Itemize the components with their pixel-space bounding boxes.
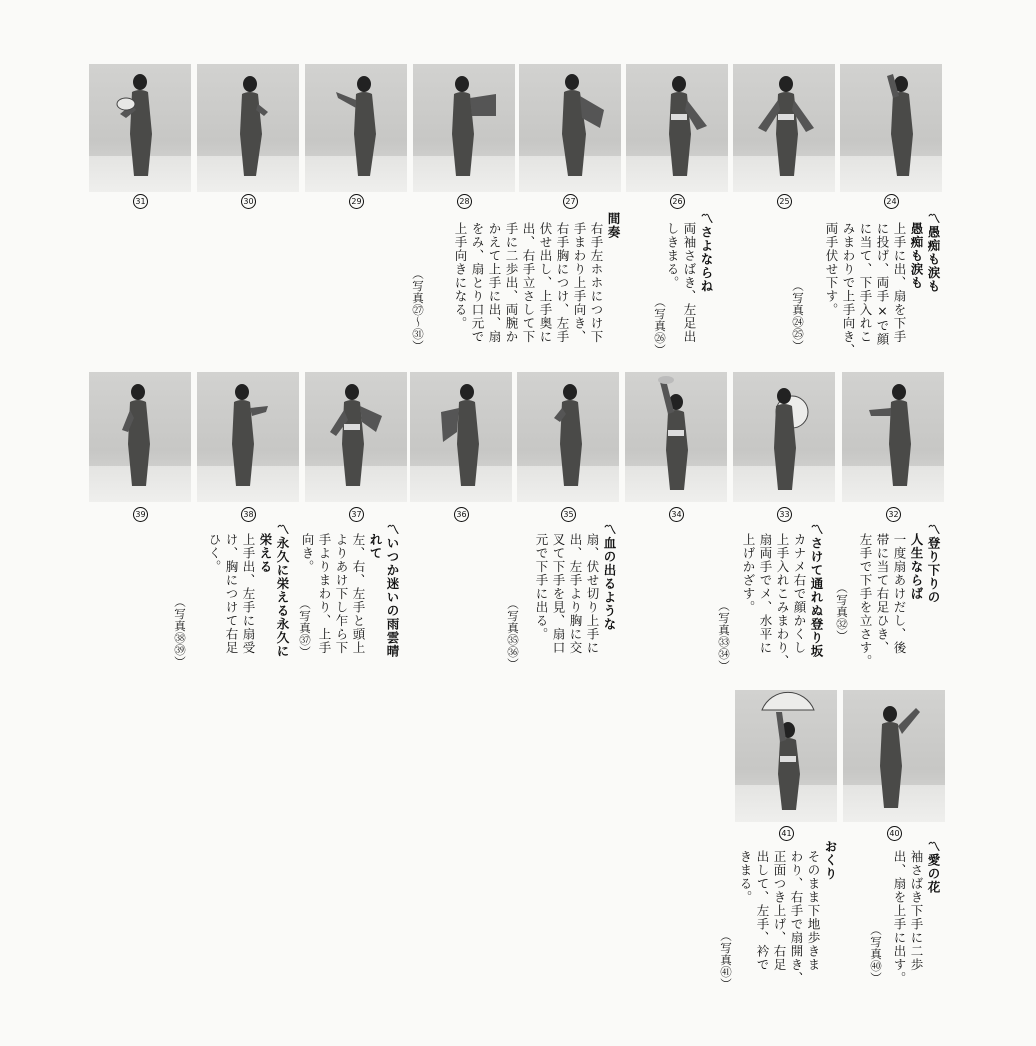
photo-reference: （写真㊵） xyxy=(869,924,883,984)
photo-reference: （写真㉔㉕） xyxy=(791,280,805,352)
photo-reference: （写真㊶） xyxy=(719,930,733,990)
lyric-heading: おくり xyxy=(823,840,838,881)
dance-photo-41 xyxy=(735,690,837,822)
choreo-line: しきまる。 xyxy=(665,222,680,290)
photo-number: 34 xyxy=(669,507,684,522)
photo-number: 27 xyxy=(563,194,578,209)
choreo-line: 右手左ホホにつけ下 xyxy=(589,222,604,344)
choreo-line: 袖さばき下手に二歩 xyxy=(909,850,924,972)
choreo-line: よりあけ下し乍ら下 xyxy=(334,533,349,655)
photo-number: 28 xyxy=(457,194,472,209)
dance-photo-38 xyxy=(197,372,299,502)
choreo-line: 手よりまわり、上手 xyxy=(317,533,332,655)
choreo-line: 上手出、左手に扇受 xyxy=(241,533,256,655)
lyric-heading: 〽血の出るような xyxy=(602,523,617,631)
choreo-line: 出、扇を上手に出す。 xyxy=(892,850,907,985)
photo-number: 31 xyxy=(133,194,148,209)
choreo-line: ひく。 xyxy=(207,533,222,574)
dance-photo-36 xyxy=(410,372,512,502)
choreo-line: け、胸につけて右足 xyxy=(224,533,239,655)
choreo-line: 両袖さばき、左足出 xyxy=(682,222,697,344)
dance-photo-28 xyxy=(413,64,515,192)
photo-number: 41 xyxy=(779,826,794,841)
photo-number: 35 xyxy=(561,507,576,522)
choreo-line: 出、左手より胸に交 xyxy=(568,533,583,655)
photo-reference: （写真㊲） xyxy=(298,598,312,658)
choreo-line: をみ、扇とり口元で xyxy=(470,222,485,344)
dance-photo-32 xyxy=(842,372,944,502)
choreo-line: 上手に出、扇を下手 xyxy=(892,222,907,344)
lyric-heading: 〽さよならね xyxy=(699,212,714,293)
dance-photo-39 xyxy=(89,372,191,502)
photo-reference: （写真㉗～㉛） xyxy=(411,268,425,352)
photo-number: 39 xyxy=(133,507,148,522)
choreo-line: 伏せ出し、上手奥に xyxy=(538,222,553,344)
choreo-line: に投げ、両手×で顔 xyxy=(875,222,890,346)
dance-photo-40 xyxy=(843,690,945,822)
choreo-line: 左、右、左手と頭上 xyxy=(351,533,366,655)
photo-reference: （写真㊳㊴） xyxy=(173,596,187,668)
choreo-line: 正面つき上げ、右足 xyxy=(772,850,787,972)
lyric-heading: 栄える xyxy=(258,533,273,574)
dance-photo-34 xyxy=(625,372,727,502)
lyric-heading: 〽愚痴も涙も xyxy=(926,212,941,293)
choreo-line: 出、右手立さして下 xyxy=(521,222,536,344)
choreo-line: そのまま下地歩きま xyxy=(806,850,821,972)
photo-number: 24 xyxy=(884,194,899,209)
photo-number: 38 xyxy=(241,507,256,522)
choreo-line: わり、右手で扇開き、 xyxy=(789,850,804,985)
lyric-heading: 〽愛の花 xyxy=(926,840,941,894)
choreo-line: 両手伏せ下す。 xyxy=(824,222,839,317)
dance-photo-26 xyxy=(626,64,728,192)
choreo-line: カナメ右で顔かくし xyxy=(792,533,807,655)
choreo-line: 扇両手でメ、水平に xyxy=(758,533,773,655)
choreo-line: 手に二歩出、両腕か xyxy=(504,222,519,344)
lyric-heading: れて xyxy=(368,533,383,560)
photo-number: 26 xyxy=(670,194,685,209)
choreo-line: 扇、伏せ切り上手に xyxy=(585,533,600,655)
choreo-line: 上手入れこみまわり、 xyxy=(775,533,790,668)
choreo-line: 向き。 xyxy=(300,533,315,574)
lyric-heading: 〽登り下りの xyxy=(926,523,941,604)
photo-number: 36 xyxy=(454,507,469,522)
photo-reference: （写真㉜） xyxy=(835,582,849,642)
dance-photo-31 xyxy=(89,64,191,192)
choreo-line: みまわりで上手向き、 xyxy=(841,222,856,357)
photo-number: 37 xyxy=(349,507,364,522)
dance-photo-25 xyxy=(733,64,835,192)
lyric-heading: 〽いつか迷いの雨雲晴 xyxy=(385,523,400,658)
choreo-line: に当て、下手入れこ xyxy=(858,222,873,344)
lyric-heading: 〽永久に栄える永久に xyxy=(275,523,290,658)
dance-photo-35 xyxy=(517,372,619,502)
choreo-line: きまる。 xyxy=(738,850,753,904)
choreo-line: 左手で下手を立さす。 xyxy=(858,533,873,668)
choreo-line: 帯に当て右足ひき、 xyxy=(875,533,890,655)
photo-reference: （写真㉝㉞） xyxy=(717,600,731,672)
choreo-line: 手まわり上手向き、 xyxy=(572,222,587,344)
dance-photo-30 xyxy=(197,64,299,192)
dance-photo-24 xyxy=(840,64,942,192)
dance-photo-29 xyxy=(305,64,407,192)
photo-number: 40 xyxy=(887,826,902,841)
choreo-line: 出して、左手、衿で xyxy=(755,850,770,972)
photo-number: 32 xyxy=(886,507,901,522)
lyric-heading: 〽さけて通れぬ登り坂 xyxy=(809,523,824,658)
lyric-heading: 愚痴も涙も xyxy=(909,222,924,290)
photo-number: 33 xyxy=(777,507,792,522)
dance-photo-37 xyxy=(305,372,407,502)
photo-reference: （写真㉟㊱） xyxy=(506,598,520,670)
dance-photo-27 xyxy=(519,64,621,192)
dance-photo-33 xyxy=(733,372,835,502)
choreo-line: 上手向きになる。 xyxy=(453,222,468,330)
choreo-line: かえて上手に出、扇 xyxy=(487,222,502,344)
choreo-line: 右手胸につけ、左手 xyxy=(555,222,570,344)
photo-reference: （写真㉖） xyxy=(653,296,667,356)
lyric-heading: 間奏 xyxy=(606,212,621,239)
photo-number: 25 xyxy=(777,194,792,209)
choreo-line: 一度扇あけだし、後 xyxy=(892,533,907,655)
choreo-line: 叉て下手を見、扇口 xyxy=(551,533,566,655)
photo-number: 30 xyxy=(241,194,256,209)
choreo-line: 上げかざす。 xyxy=(741,533,756,614)
lyric-heading: 人生ならば xyxy=(909,533,924,601)
choreo-line: 元で下手に出る。 xyxy=(534,533,549,641)
photo-number: 29 xyxy=(349,194,364,209)
